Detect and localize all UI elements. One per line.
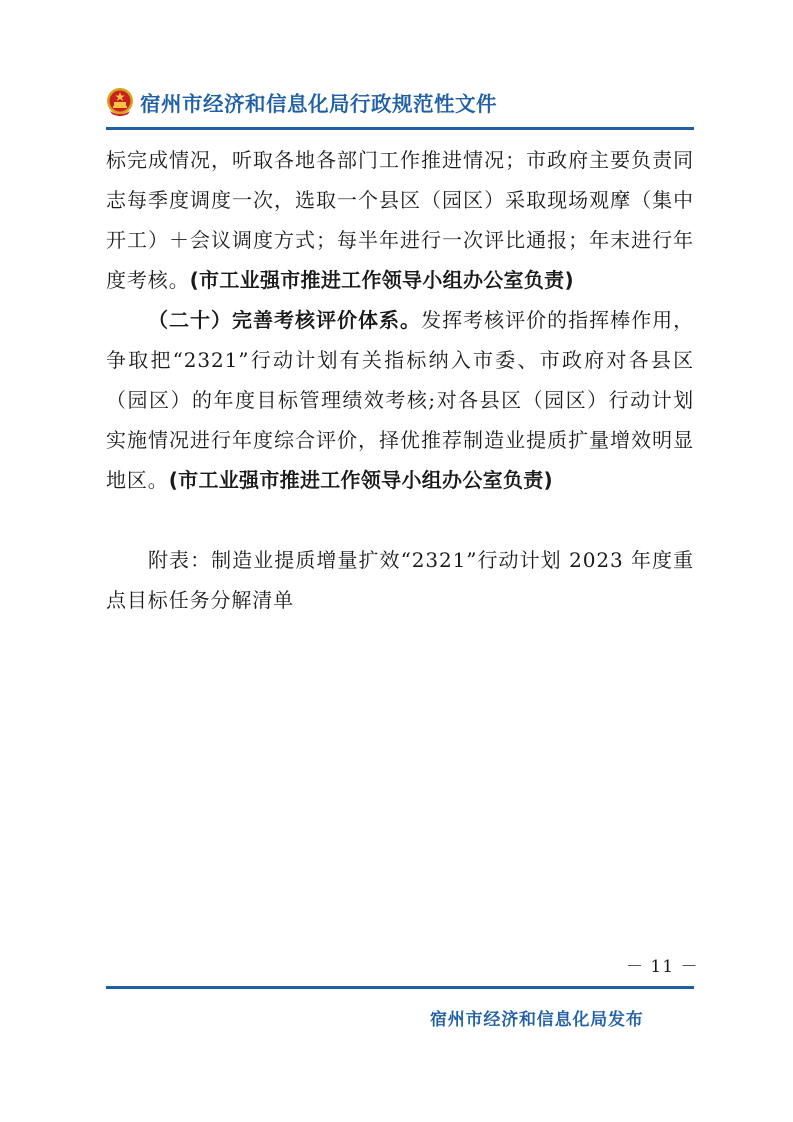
- responsible-office: (市工业强市推进工作领导小组办公室负责): [168, 468, 553, 492]
- responsible-office: (市工业强市推进工作领导小组办公室负责): [189, 268, 574, 292]
- section-heading: （二十）完善考核评价体系。: [148, 308, 422, 332]
- header-rule: [106, 127, 694, 130]
- document-body: [106, 140, 694, 620]
- header-title: 宿州市经济和信息化局行政规范性文件: [140, 92, 497, 116]
- document-header: [106, 84, 497, 120]
- paragraph-evaluation-system: [106, 300, 694, 500]
- footer-publisher: 宿州市经济和信息化局发布: [430, 1010, 644, 1030]
- page-number: － 11 －: [626, 957, 699, 977]
- paragraph-gap: [106, 500, 694, 540]
- attachment-note: 附表：制造业提质增量扩效“2321”行动计划 2023 年度重点目标任务分解清单: [106, 548, 694, 612]
- paragraph-progress-review: [106, 140, 694, 300]
- footer-rule: [106, 986, 694, 989]
- paragraph-text: 发挥考核评价的指挥棒作用，争取把“2321”行动计划有关指标纳入市委、市政府对各县区（园区）的年度目标管理绩效考核;对各县区（园区）行动计划实施情况进行年度综合评价，择优推荐制造业提质扩量增效明显地区。: [106, 308, 695, 492]
- paragraph-text: 标完成情况，听取各地各部门工作推进情况；市政府主要负责同志每季度调度一次，选取一个县区（园区）采取现场观摩（集中开工）＋会议调度方式；每半年进行一次评比通报；年末进行年度考核。: [106, 148, 694, 292]
- national-emblem-icon: [106, 87, 134, 117]
